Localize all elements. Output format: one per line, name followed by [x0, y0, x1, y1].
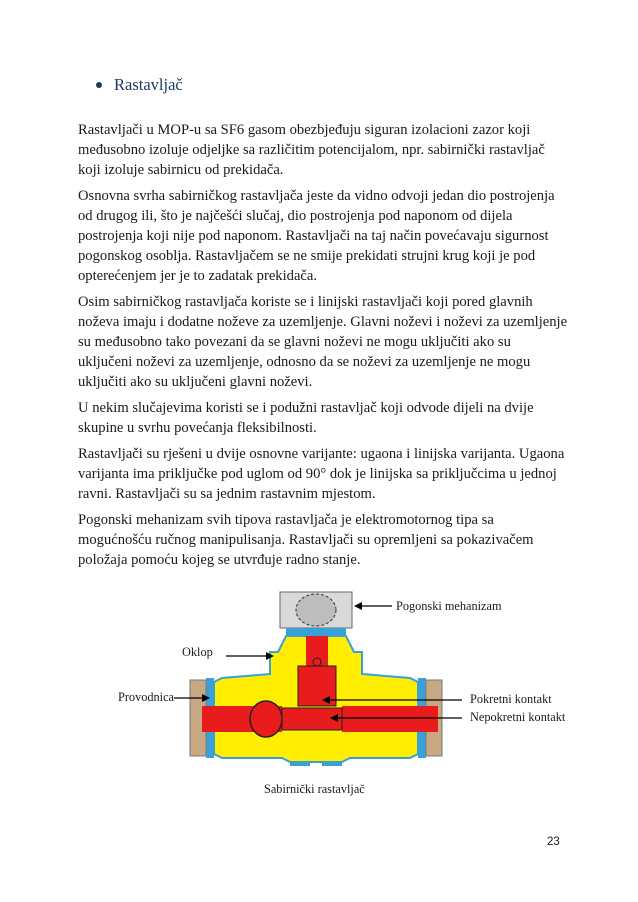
contact-joint: [250, 701, 282, 737]
section-heading-text: Rastavljač: [114, 75, 183, 94]
conductor-label: Provodnica: [118, 690, 175, 704]
drive-arrow-icon: [354, 602, 362, 610]
enclosure-label: Oklop: [182, 645, 213, 659]
paragraph-6: Pogonski mehanizam svih tipova rastavljača je elektromotornog tipa sa mogućnošću ručnog manipulisanja. Rastavljači su opremljeni sa pokazivačem položaja pomoću kojeg se utvrđuje radno stanje.: [78, 512, 534, 568]
conductor-right: [342, 706, 438, 732]
section-heading: [96, 75, 183, 95]
drive-mechanism-circle: [296, 594, 336, 626]
disconnector-figure: [110, 582, 580, 802]
figure-caption: Sabirnički rastavljač: [264, 782, 365, 796]
drive-mechanism-label: Pogonski mehanizam: [396, 599, 502, 613]
paragraph-2: Osnovna svrha sabirničkog rastavljača jeste da vidno odvoji jedan dio postrojenja od drugog ili, što je najčešći slučaj, dio postrojenja pod naponom od dijela postrojenja koji nije pod naponom. Rastavljači na taj način povećavaju sigurnost pogonskog osoblja. Rastavljačem se ne smije prekidati strujni krug koji je pod opterećenjem jer je to zadatak prekidača.: [78, 188, 555, 284]
top-flange: [286, 628, 346, 636]
paragraph-3: Osim sabirničkog rastavljača koriste se i linijski rastavljači koji pored glavnih noževa imaju i dodatne noževe za uzemljenje. Glavni noževi i noževi za uzemljenje su međusobno tako povezani da se glavni noževi ne mogu uključiti ako su uključeni noževi za uzemljenje, odnosno da se noževi za uzemljenje ne mogu uključiti ako su uključeni glavni noževi.: [78, 294, 568, 390]
paragraph-4: U nekim slučajevima koristi se i podužni rastavljač koji odvode dijeli na dvije skupine u svrhu povećanja fleksibilnosti.: [78, 400, 534, 436]
paragraph-5: Rastavljači su rješeni u dvije osnovne varijante: ugaona i linijska varijanta. Ugaona varijanta ima priključke pod uglom od 90° dok je linijska sa priključcima u jednoj ravni. Rastavljači su sa jednim rastavnim mjestom.: [78, 446, 565, 502]
body-text: [78, 120, 568, 576]
page-number: 23: [547, 836, 560, 848]
moving-contact-label: Pokretni kontakt: [470, 692, 552, 706]
fixed-contact-label: Nepokretni kontakt: [470, 710, 566, 724]
bullet-icon: [96, 82, 102, 88]
paragraph-1: Rastavljači u MOP-u sa SF6 gasom obezbjeđuju siguran izolacioni zazor koji međusobno izoluje odjeljke sa različitim potencijalom, npr. sabirnički rastavljač koji izoluje sabirnicu od prekidača.: [78, 122, 545, 178]
